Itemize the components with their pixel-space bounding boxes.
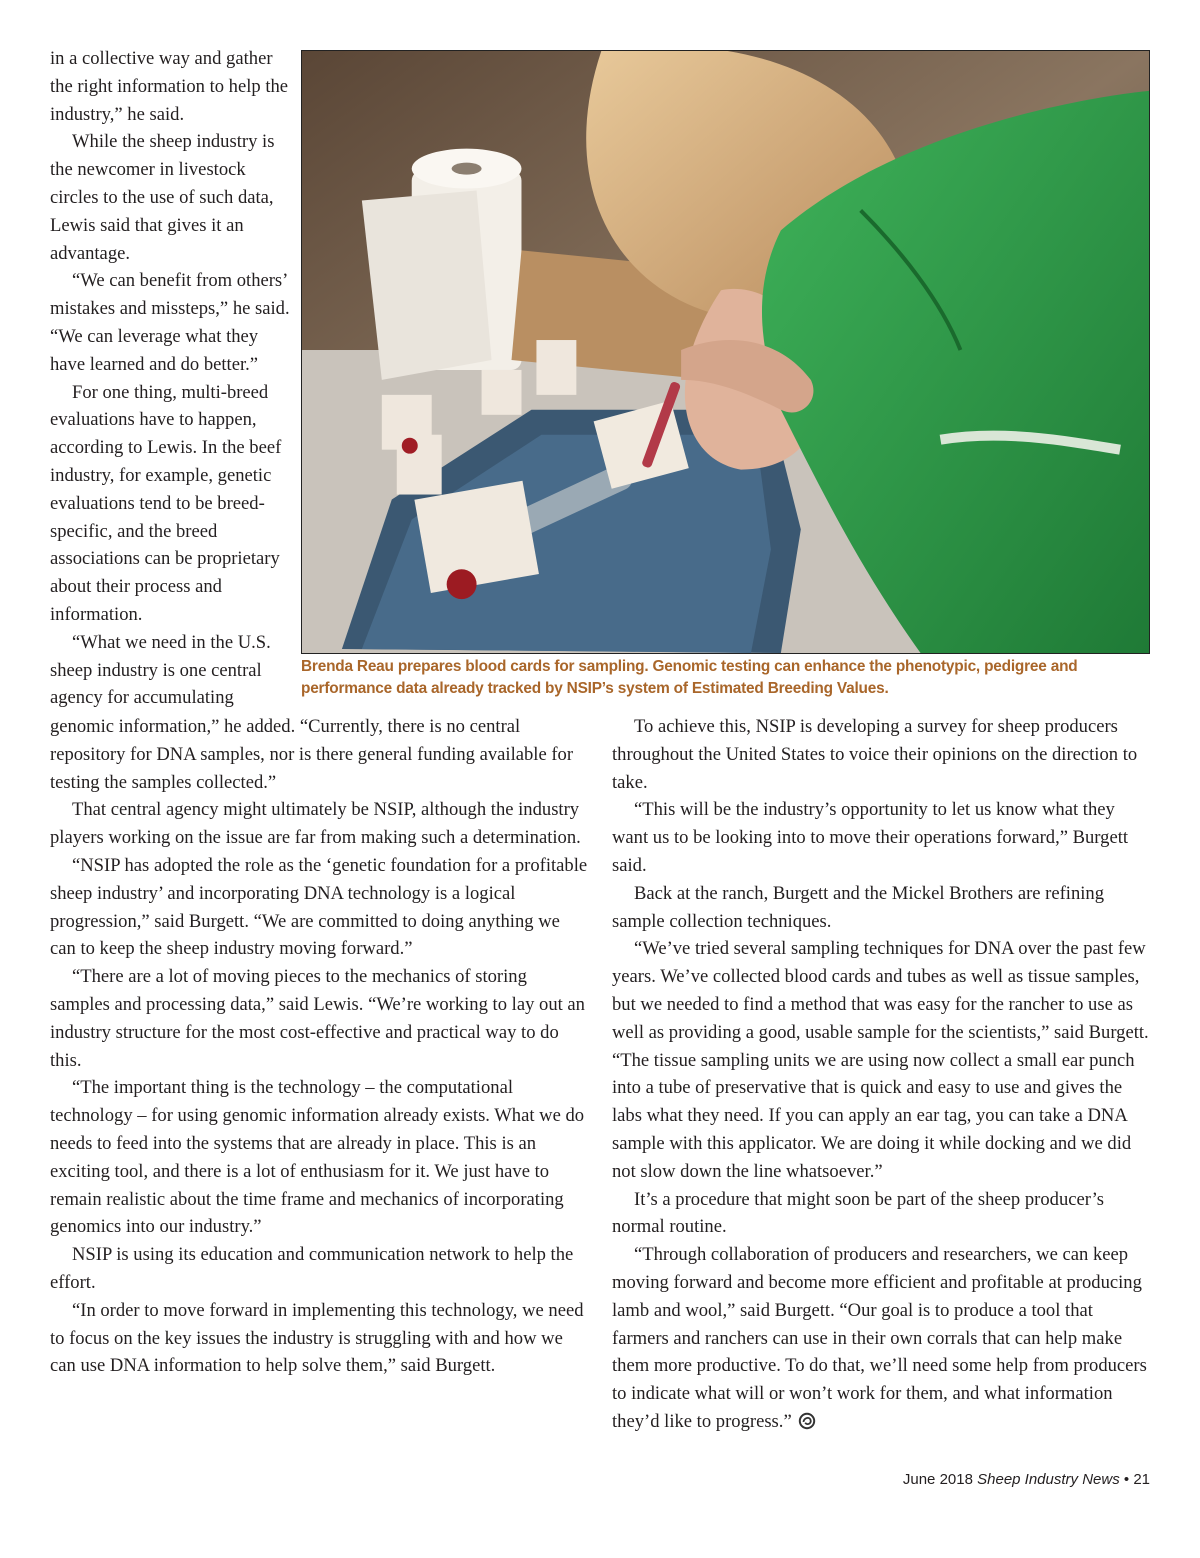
paragraph: genomic information,” he added. “Currently, there is no central repository for DNA samples, nor is there general funding available for testing the samples collected.” [50, 716, 574, 793]
paragraph: Back at the ranch, Burgett and the Mickel Brothers are refining sample collection techniques. [612, 882, 1105, 932]
paragraph: To achieve this, NSIP is developing a survey for sheep producers throughout the United States to voice their opinions on the direction to take. [612, 716, 1138, 793]
right-column [612, 713, 1152, 1436]
footer-publication: Sheep Industry News [977, 1471, 1120, 1488]
page-number: 21 [1133, 1471, 1150, 1488]
paragraph: For one thing, multi-breed evaluations have to happen, according to Lewis. In the beef industry, for example, genetic evaluations tend to be breed-specific, and the breed associations can be proprietary about their process and information. [50, 381, 282, 625]
paragraph: That central agency might ultimately be NSIP, although the industry players working on the issue are far from making such a determination. [50, 799, 581, 849]
paragraph: “The important thing is the technology – the computational technology – for using genomic information already exists. What we do needs to feed into the systems that are already in place. This is an exciting tool, and there is a lot of enthusiasm for it. We just have to remain realistic about the time frame and mechanics of incorporating genomics into our industry.” [50, 1077, 585, 1238]
paragraph: It’s a procedure that might soon be part of the sheep producer’s normal routine. [612, 1188, 1105, 1238]
paragraph: “What we need in the U.S. sheep industry is one central agency for accumulating [50, 631, 271, 709]
paragraph: “NSIP has adopted the role as the ‘genetic foundation for a profitable sheep industry’ and incorporating DNA technology is a logical progression,” said Burgett. “We are committed to doing anything we can to keep the sheep industry moving forward.” [50, 854, 588, 960]
paragraph: “In order to move forward in implementing this technology, we need to focus on the key issues the industry is struggling with and how we can use DNA information to help solve them,” said Burgett. [50, 1299, 584, 1377]
footer-date: June 2018 [902, 1471, 973, 1488]
paragraph: While the sheep industry is the newcomer in livestock circles to the use of such data, Lewis said that gives it an advantage. [50, 131, 275, 264]
paragraph: “We’ve tried several sampling techniques for DNA over the past few years. We’ve collected blood cards and tubes as well as tissue samples, but we needed to find a method that was easy for the rancher to use as well as providing a good, usable sample for the scientists,” said Burgett. “The tissue sampling units we are using now collect a small ear punch into a tube of preservative that is quick and easy to use and gives the labs what they need. If you can apply an ear tag, you can take a DNA sample with this applicator. We are doing it while docking and we did not slow down the line whatsoever.” [612, 938, 1149, 1182]
paragraph: “There are a lot of moving pieces to the mechanics of storing samples and processing data,” said Lewis. “We’re working to lay out an industry structure for the most cost-effective and practical way to do this. [50, 966, 585, 1071]
paragraph: “We can benefit from others’ mistakes and missteps,” he said. “We can leverage what they have learned and do better.” [50, 270, 290, 375]
page-footer [903, 1471, 1150, 1488]
end-mark-icon [798, 1412, 816, 1430]
photo-illustration [302, 51, 1149, 653]
paragraph: “This will be the industry’s opportunity to let us know what they want us to be looking into to move their operations forward,” Burgett said. [612, 799, 1129, 876]
photo-caption: Brenda Reau prepares blood cards for sampling. Genomic testing can enhance the phenotypic, pedigree and performance data already tracked by NSIP’s system of Estimated Breeding Values. [301, 658, 1078, 697]
paragraph: in a collective way and gather the right information to help the industry,” he said. [50, 48, 289, 125]
paragraph-text: “Through collaboration of producers and researchers, we can keep moving forward and become more efficient and profitable at producing lamb and wool,” said Burgett. “Our goal is to produce a tool that farmers and ranchers can use in their own corrals that can help make them more productive. To do that, we’ll need some help from producers to indicate what will or won’t work for them, and what information they’d like to progress.” [612, 1244, 1147, 1432]
paragraph: NSIP is using its education and communication network to help the effort. [50, 1244, 574, 1293]
left-column [50, 713, 590, 1380]
narrow-column [50, 45, 295, 712]
article-photo [301, 50, 1150, 654]
last-paragraph [612, 1241, 1152, 1436]
footer-separator: • [1123, 1471, 1130, 1488]
